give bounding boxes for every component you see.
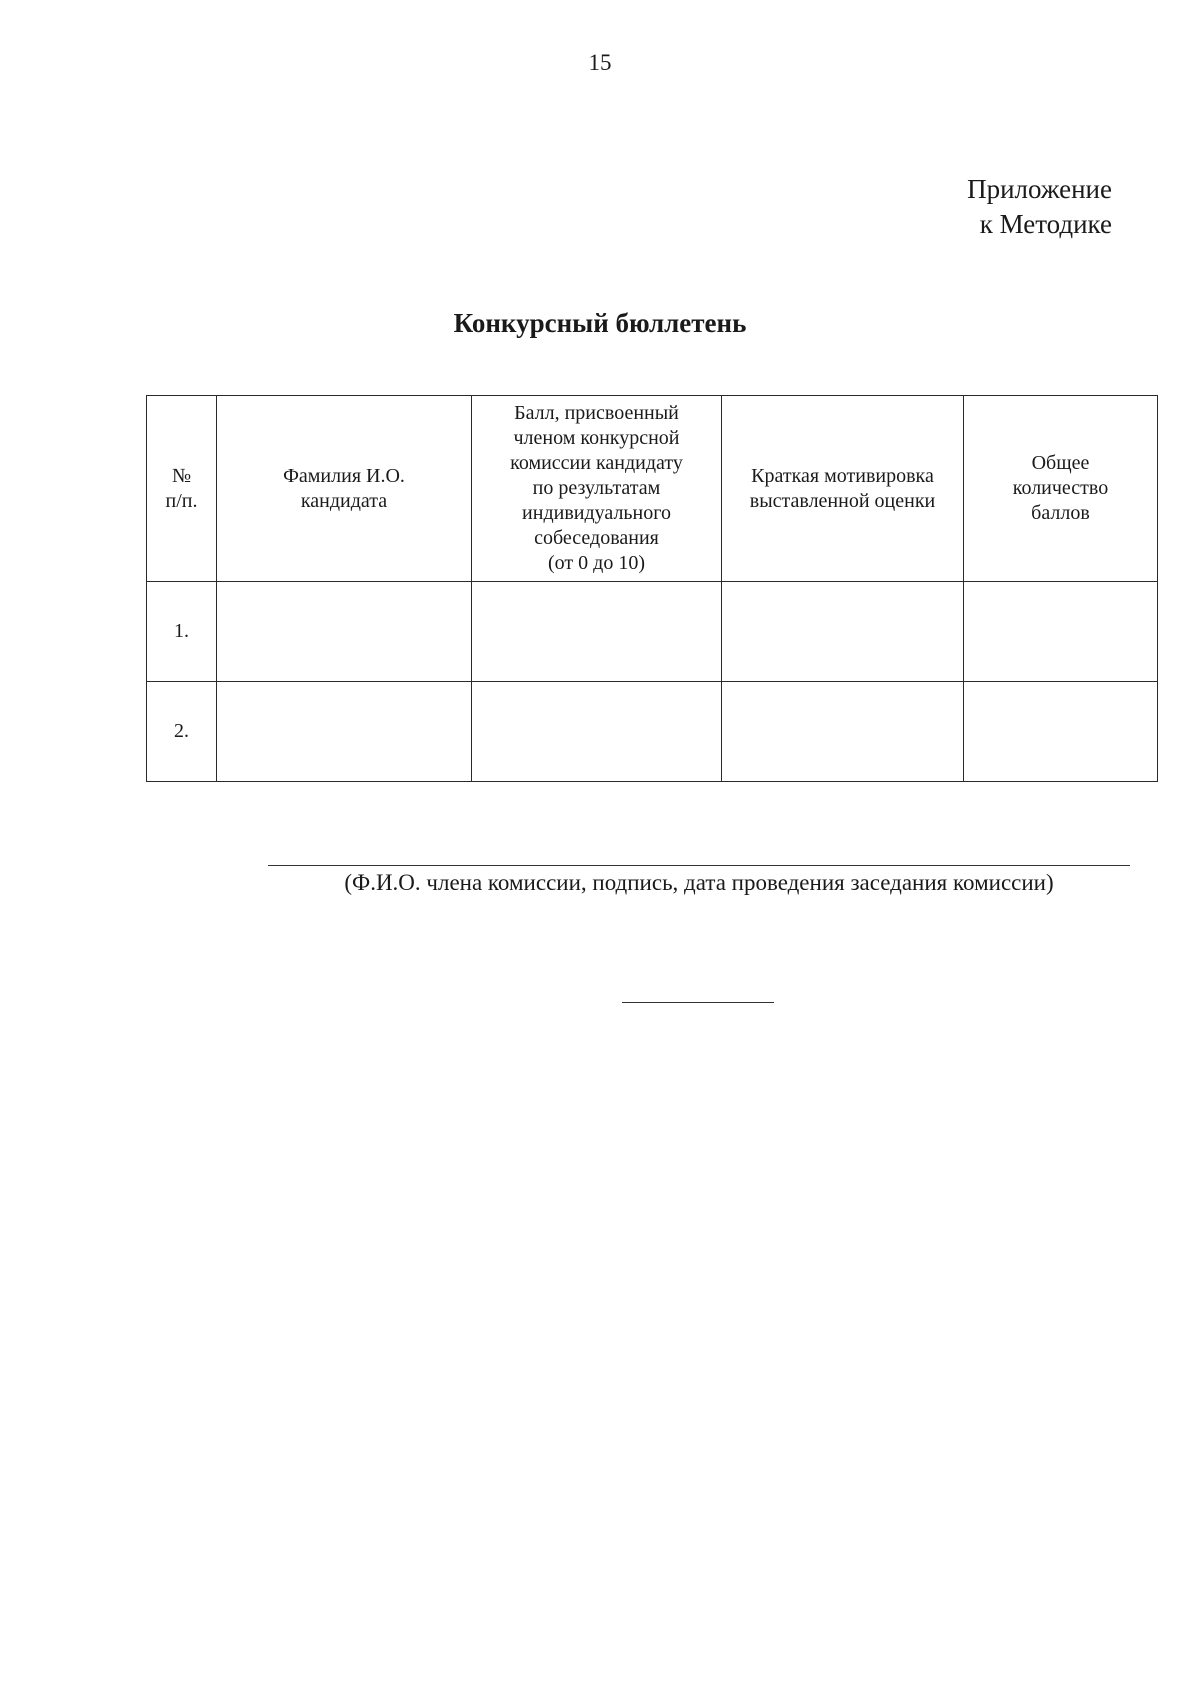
motivation-cell	[722, 582, 964, 682]
row-number: 2.	[147, 682, 217, 782]
appendix-line-2: к Методике	[979, 209, 1112, 239]
row-number: 1.	[147, 582, 217, 682]
header-number: № п/п.	[147, 396, 217, 582]
signature-caption: (Ф.И.О. члена комиссии, подпись, дата проведения заседания комиссии)	[344, 870, 1054, 895]
table-header-row	[147, 396, 1158, 582]
score-cell	[472, 582, 722, 682]
header-motivation: Краткая мотивировка выставленной оценки	[722, 396, 964, 582]
total-score-cell	[964, 682, 1158, 782]
header-score: Балл, присвоенный членом конкурсной комиссии кандидату по результатам индивидуального собеседования (от 0 до 10)	[472, 396, 722, 582]
motivation-cell	[722, 682, 964, 782]
ballot-table	[146, 395, 1158, 782]
header-candidate-name: Фамилия И.О. кандидата	[217, 396, 472, 582]
table-row	[147, 582, 1158, 682]
appendix-note	[967, 172, 1112, 242]
document-title: Конкурсный бюллетень	[453, 308, 747, 338]
end-of-document-rule	[622, 1002, 774, 1003]
candidate-name-cell	[217, 682, 472, 782]
page-number: 15	[588, 50, 612, 75]
candidate-name-cell	[217, 582, 472, 682]
header-total-score: Общее количество баллов	[964, 396, 1158, 582]
appendix-line-1: Приложение	[967, 174, 1112, 204]
total-score-cell	[964, 582, 1158, 682]
score-cell	[472, 682, 722, 782]
table-row	[147, 682, 1158, 782]
signature-line	[268, 865, 1130, 866]
